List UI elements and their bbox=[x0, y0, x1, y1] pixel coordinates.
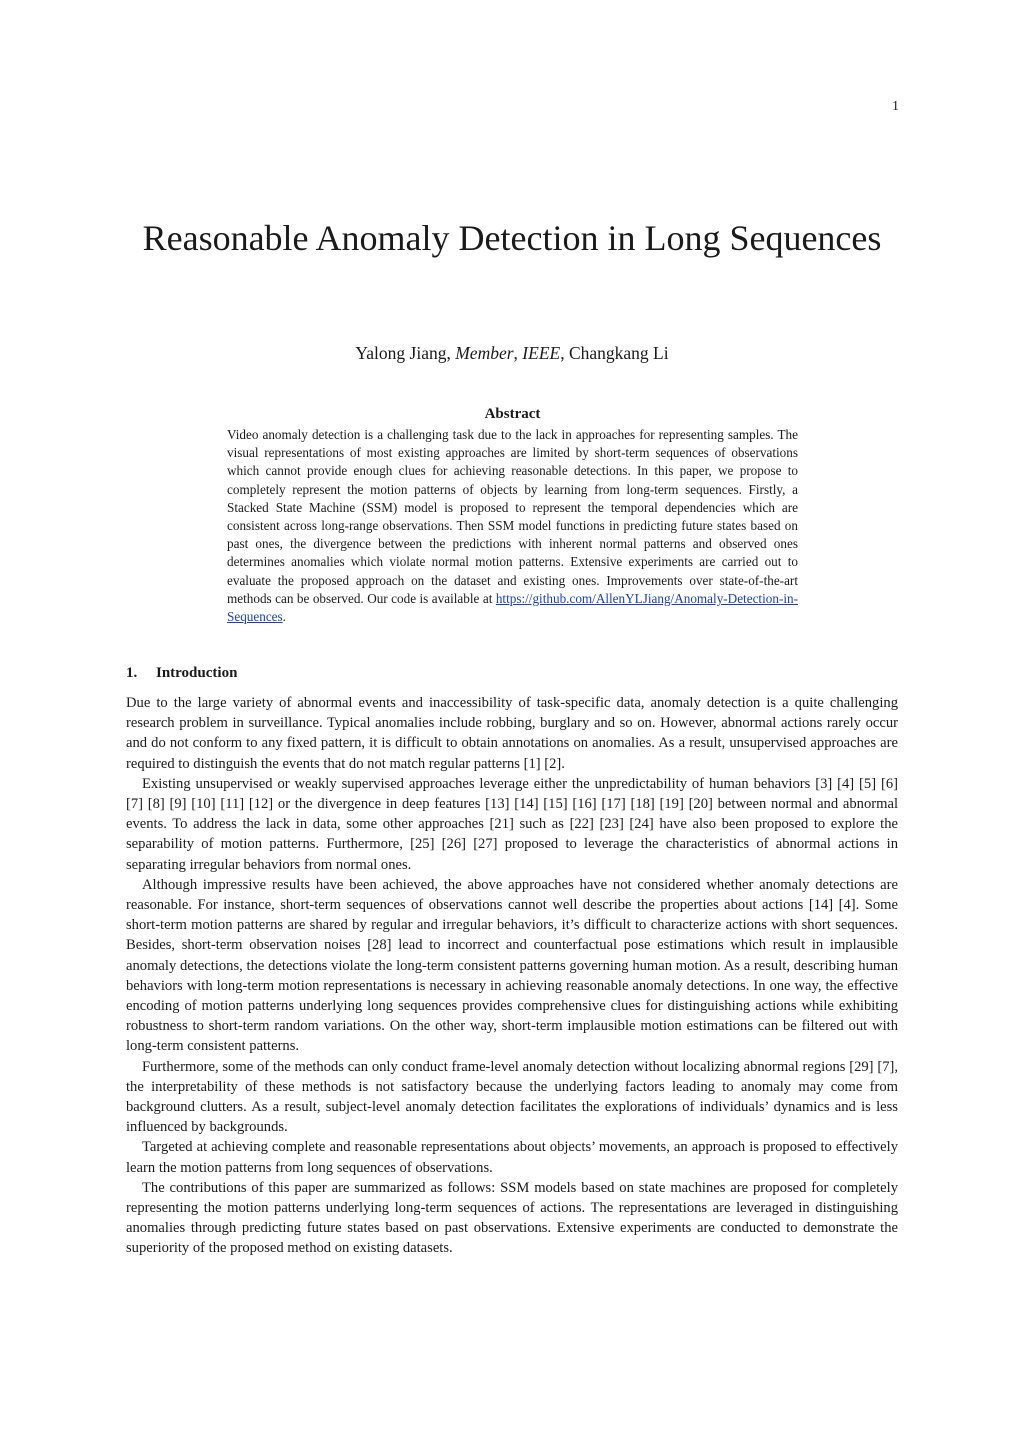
author-line bbox=[130, 342, 894, 364]
intro-paragraph: Targeted at achieving complete and reasonable representations about objects’ movements, an approach is proposed to effectively learn the motion patterns from long sequences of observations. bbox=[126, 1139, 898, 1176]
coauthor-name: , Changkang Li bbox=[560, 343, 669, 363]
section-number: 1. bbox=[126, 665, 138, 681]
introduction-body bbox=[126, 693, 898, 1259]
abstract-text bbox=[227, 426, 798, 626]
author-separator: , bbox=[513, 343, 518, 363]
code-repository-link[interactable]: https://github.com/AllenYLJiang/Anomaly-Detection-in-Sequences bbox=[227, 590, 798, 625]
author-society: IEEE bbox=[522, 343, 561, 363]
intro-paragraph: The contributions of this paper are summarized as follows: SSM models based on state machines are proposed for completely representing the motion patterns underlying long-term sequences of actions. The representations are leveraged in distinguishing anomalies through predicting future states based on past observations. Extensive experiments are conducted to demonstrate the superiority of the proposed method on existing datasets. bbox=[126, 1179, 898, 1257]
paper-title: Reasonable Anomaly Detection in Long Sequences bbox=[142, 218, 882, 258]
author-membership: Member bbox=[455, 343, 514, 363]
abstract-heading: Abstract bbox=[484, 406, 541, 422]
intro-paragraph: Furthermore, some of the methods can only conduct frame-level anomaly detection without localizing abnormal regions [29] [7], the interpretability of these methods is not satisfactory because the underlying factors leading to anomaly may come from background clutters. As a result, subject-level anomaly detection facilitates the explorations of individuals’ dynamics and is less influenced by backgrounds. bbox=[126, 1058, 898, 1136]
section-heading-introduction bbox=[126, 663, 426, 683]
section-title: Introduction bbox=[156, 665, 238, 681]
abstract-end: . bbox=[282, 609, 286, 625]
abstract-body-text: Video anomaly detection is a challenging task due to the lack in approaches for representing samples. The visual representations of most existing approaches are limited by short-term sequences of observations which cannot provide enough clues for achieving reasonable detections. In this paper, we propose to completely represent the motion patterns of objects by learning from long-term sequences. Firstly, a Stacked State Machine (SSM) model is proposed to represent the temporal dependencies which are consistent across long-range observations. Then SSM model functions in predicting future states based on past ones, the divergence between the predictions with inherent normal patterns and observed ones determines anomalies which violate normal motion patterns. Extensive experiments are carried out to evaluate the proposed approach on the dataset and existing ones. Improvements over state-of-the-art methods can be observed. Our code is available at bbox=[227, 427, 798, 606]
page-number: 1 bbox=[892, 99, 899, 114]
intro-paragraph: Due to the large variety of abnormal events and inaccessibility of task-specific data, anomaly detection is a quite challenging research problem in surveillance. Typical anomalies include robbing, burglary and so on. However, abnormal actions rarely occur and do not conform to any fixed pattern, it is difficult to obtain annotations on anomalies. As a result, unsupervised approaches are required to distinguish the events that do not match regular patterns [1] [2]. bbox=[126, 695, 898, 772]
intro-paragraph: Existing unsupervised or weakly supervised approaches leverage either the unpredictability of human behaviors [3] [4] [5] [6] [7] [8] [9] [10] [11] [12] or the divergence in deep features [13] [14] [15] [16] [17] [18] [19] [20] between normal and abnormal events. To address the lack in data, some other approaches [21] such as [22] [23] [24] have also been proposed to explore the separability of motion patterns. Furthermore, [25] [26] [27] proposed to leverage the characteristics of abnormal actions in separating irregular behaviors from normal ones. bbox=[126, 775, 898, 873]
author-name: Yalong Jiang, bbox=[355, 343, 451, 363]
intro-paragraph: Although impressive results have been achieved, the above approaches have not considered whether anomaly detections are reasonable. For instance, short-term sequences of observations cannot well describe the properties about actions [14] [4]. Some short-term motion patterns are shared by regular and irregular behaviors, it’s difficult to characterize actions with short sequences. Besides, short-term observation noises [28] lead to incorrect and counterfactual pose estimations which result in implausible anomaly detections, the detections violate the long-term consistent patterns governing human motion. As a result, describing human behaviors with long-term motion representations is necessary in achieving reasonable anomaly detections. In one way, the effective encoding of motion patterns underlying long sequences provides comprehensive clues for distinguishing actions while exhibiting robustness to short-term random variations. On the other way, short-term implausible motion estimations can be filtered out with long-term consistent patterns. bbox=[126, 876, 898, 1055]
